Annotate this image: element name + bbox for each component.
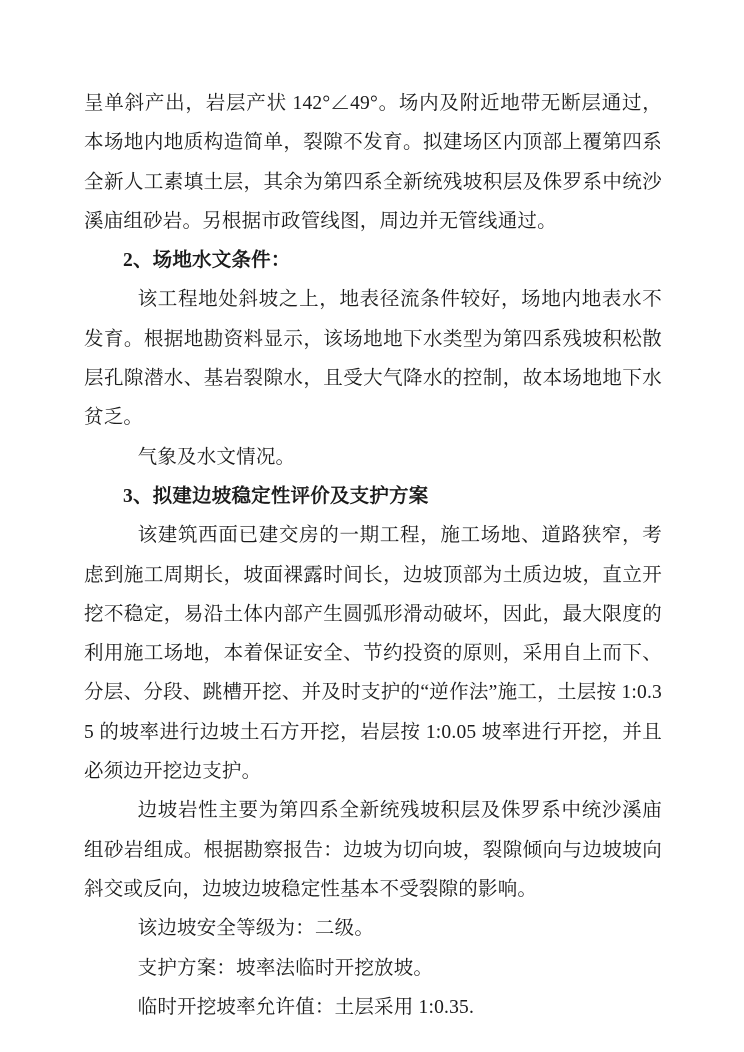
paragraph-groundwater-conditions: 该工程地处斜坡之上，地表径流条件较好，场地内地表水不发育。根据地勘资料显示，该场地地下水类型为第四系残坡积松散层孔隙潜水、基岩裂隙水，且受大气降水的控制，故本场地地下水贫乏。 xyxy=(84,289,662,429)
heading-site-hydrology: 2、场地水文条件： xyxy=(123,250,291,272)
paragraph-slope-safety-grade: 该边坡安全等级为：二级。 xyxy=(137,918,375,940)
paragraph-temporary-slope-ratio: 临时开挖坡率允许值：土层采用 1:0.35. xyxy=(137,996,475,1018)
paragraph-support-scheme: 支护方案：坡率法临时开挖放坡。 xyxy=(137,957,434,979)
paragraph-slope-lithology: 边坡岩性主要为第四系全新统残坡积层及侏罗系中统沙溪庙组砂岩组成。根据勘察报告：边坡为切向坡，裂隙倾向与边坡坡向斜交或反向，边坡边坡稳定性基本不受裂隙的影响。 xyxy=(84,800,662,900)
heading-slope-stability-support-plan: 3、拟建边坡稳定性评价及支护方案 xyxy=(123,485,429,507)
paragraph-excavation-method: 该建筑西面已建交房的一期工程，施工场地、道路狭窄，考虑到施工周期长，坡面裸露时间长，边坡顶部为土质边坡，直立开挖不稳定，易沿土体内部产生圆弧形滑动破坏，因此，最大限度的利用施工场地，本着保证安全、节约投资的原则，采用自上而下、分层、分段、跳槽开挖、并及时支护的“逆作法”施工，土层按 1:0.35 的坡率进行边坡土石方开挖，岩层按 1:0.05 坡率进行开挖，并且必须边开挖边支护。 xyxy=(84,525,662,783)
paragraph-meteorology-hydrology: 气象及水文情况。 xyxy=(137,446,296,468)
paragraph-geology-continuation: 呈单斜产出，岩层产状 142°∠49°。场内及附近地带无断层通过，本场地内地质构造简单，裂隙不发育。拟建场区内顶部上覆第四系全新人工素填土层，其余为第四系全新统残坡积层及侏罗系中统沙溪庙组砂岩。另根据市政管线图，周边并无管线通过。 xyxy=(84,93,662,232)
